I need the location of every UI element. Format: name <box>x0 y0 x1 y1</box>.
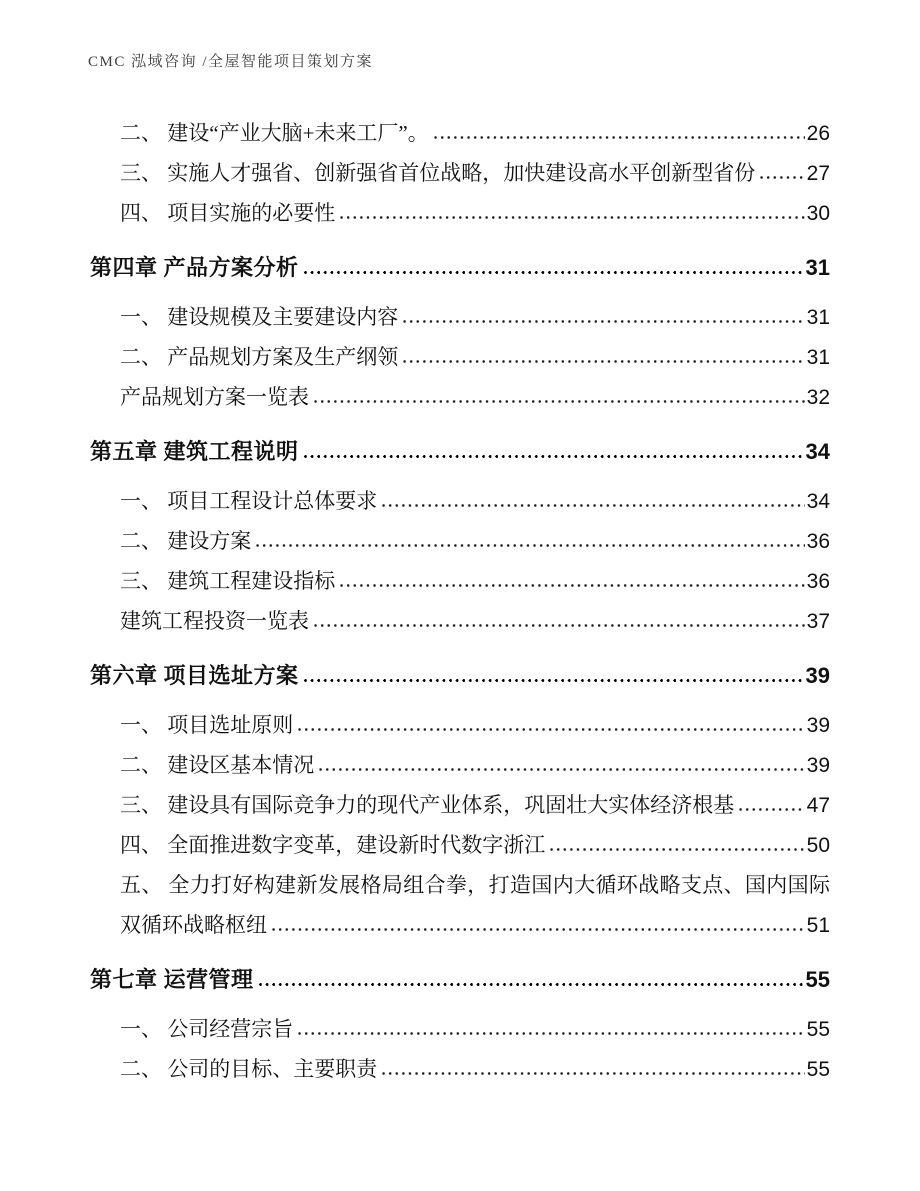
dot-leader <box>303 454 804 459</box>
toc-page-number: 31 <box>806 346 830 369</box>
toc-entry-label: 二、 建设区基本情况 <box>120 753 315 777</box>
toc-page-number: 55 <box>805 967 830 992</box>
dot-leader <box>303 270 804 275</box>
dot-leader <box>759 175 804 180</box>
toc-entry-label: 双循环战略枢纽 <box>120 913 267 937</box>
dot-leader <box>339 583 804 588</box>
toc-page-number: 34 <box>805 439 830 464</box>
toc-entry[interactable] <box>90 709 830 749</box>
table-of-contents <box>90 117 830 1093</box>
toc-entry[interactable] <box>90 525 830 565</box>
dot-leader <box>339 215 804 220</box>
toc-page-number: 36 <box>806 530 830 553</box>
toc-page-number: 36 <box>806 570 830 593</box>
toc-entry-continuation[interactable] <box>90 909 830 949</box>
toc-entry[interactable] <box>90 341 830 381</box>
dot-leader <box>433 135 805 140</box>
toc-chapter-entry[interactable] <box>90 435 830 479</box>
document-header: CMC 泓域咨询 /全屋智能项目策划方案 <box>88 54 374 70</box>
toc-page-number: 31 <box>806 306 830 329</box>
toc-entry-label: 二、 建设“产业大脑+未来工厂”。 <box>120 121 429 145</box>
toc-entry-label: 一、 公司经营宗旨 <box>120 1017 294 1041</box>
toc-page-number: 55 <box>806 1058 830 1081</box>
toc-page-number: 39 <box>805 663 830 688</box>
toc-entry[interactable] <box>90 749 830 789</box>
toc-chapter-label: 第六章 项目选址方案 <box>90 663 299 688</box>
toc-entry-label: 产品规划方案一览表 <box>120 385 309 409</box>
dot-leader <box>381 1071 804 1076</box>
toc-entry-label: 三、 建筑工程建设指标 <box>120 569 336 593</box>
toc-chapter-label: 第五章 建筑工程说明 <box>90 439 299 464</box>
dot-leader <box>297 727 804 732</box>
dot-leader <box>313 623 805 628</box>
dot-leader <box>258 982 804 987</box>
toc-entry-label: 二、 公司的目标、主要职责 <box>120 1057 378 1081</box>
dot-leader <box>313 399 805 404</box>
toc-entry[interactable] <box>90 301 830 341</box>
toc-entry-label: 一、 项目工程设计总体要求 <box>120 489 378 513</box>
toc-page-number: 47 <box>806 794 830 817</box>
dot-leader <box>738 807 804 812</box>
toc-page-number: 55 <box>806 1018 830 1041</box>
toc-chapter-entry[interactable] <box>90 251 830 295</box>
dot-leader <box>381 503 804 508</box>
toc-entry[interactable] <box>90 565 830 605</box>
toc-chapter-entry[interactable] <box>90 659 830 703</box>
dot-leader <box>402 319 804 324</box>
toc-chapter-entry[interactable] <box>90 963 830 1007</box>
toc-entry-label: 三、 建设具有国际竞争力的现代产业体系，巩固壮大实体经济根基 <box>120 793 735 817</box>
toc-page-number: 39 <box>806 754 830 777</box>
toc-entry-label: 五、 全力打好构建新发展格局组合拳，打造国内大循环战略支点、国内国际 <box>120 873 830 897</box>
toc-entry[interactable] <box>90 117 830 157</box>
toc-entry[interactable] <box>90 1013 830 1053</box>
toc-page-number: 27 <box>806 162 830 185</box>
toc-page-number: 31 <box>805 255 830 280</box>
toc-entry[interactable] <box>90 829 830 869</box>
toc-page-number: 50 <box>806 834 830 857</box>
toc-entry-label: 一、 建设规模及主要建设内容 <box>120 305 399 329</box>
toc-entry[interactable] <box>90 157 830 197</box>
toc-page-number: 30 <box>806 202 830 225</box>
toc-entry-label: 一、 项目选址原则 <box>120 713 294 737</box>
toc-chapter-label: 第七章 运营管理 <box>90 967 254 992</box>
toc-entry[interactable] <box>90 381 830 421</box>
toc-chapter-label: 第四章 产品方案分析 <box>90 255 299 280</box>
toc-page-number: 51 <box>806 914 830 937</box>
toc-entry[interactable] <box>90 1053 830 1093</box>
dot-leader <box>297 1031 804 1036</box>
dot-leader <box>549 847 804 852</box>
toc-entry-label: 二、 产品规划方案及生产纲领 <box>120 345 399 369</box>
dot-leader <box>303 678 804 683</box>
toc-page-number: 37 <box>806 610 830 633</box>
toc-entry-label: 三、 实施人才强省、创新强省首位战略，加快建设高水平创新型省份 <box>120 161 756 185</box>
dot-leader <box>271 927 805 932</box>
toc-entry[interactable] <box>90 605 830 645</box>
toc-entry-label: 四、 项目实施的必要性 <box>120 201 336 225</box>
toc-page-number: 39 <box>806 714 830 737</box>
toc-entry-label: 建筑工程投资一览表 <box>120 609 309 633</box>
toc-page-number: 32 <box>806 386 830 409</box>
toc-entry-label: 二、 建设方案 <box>120 529 252 553</box>
toc-page-number: 34 <box>806 490 830 513</box>
dot-leader <box>402 359 804 364</box>
toc-entry[interactable] <box>90 789 830 829</box>
toc-entry[interactable] <box>90 197 830 237</box>
toc-entry[interactable] <box>90 485 830 525</box>
toc-entry-label: 四、 全面推进数字变革，建设新时代数字浙江 <box>120 833 546 857</box>
dot-leader <box>318 767 804 772</box>
dot-leader <box>255 543 804 548</box>
toc-entry[interactable] <box>90 869 830 909</box>
toc-page-number: 26 <box>806 122 830 145</box>
